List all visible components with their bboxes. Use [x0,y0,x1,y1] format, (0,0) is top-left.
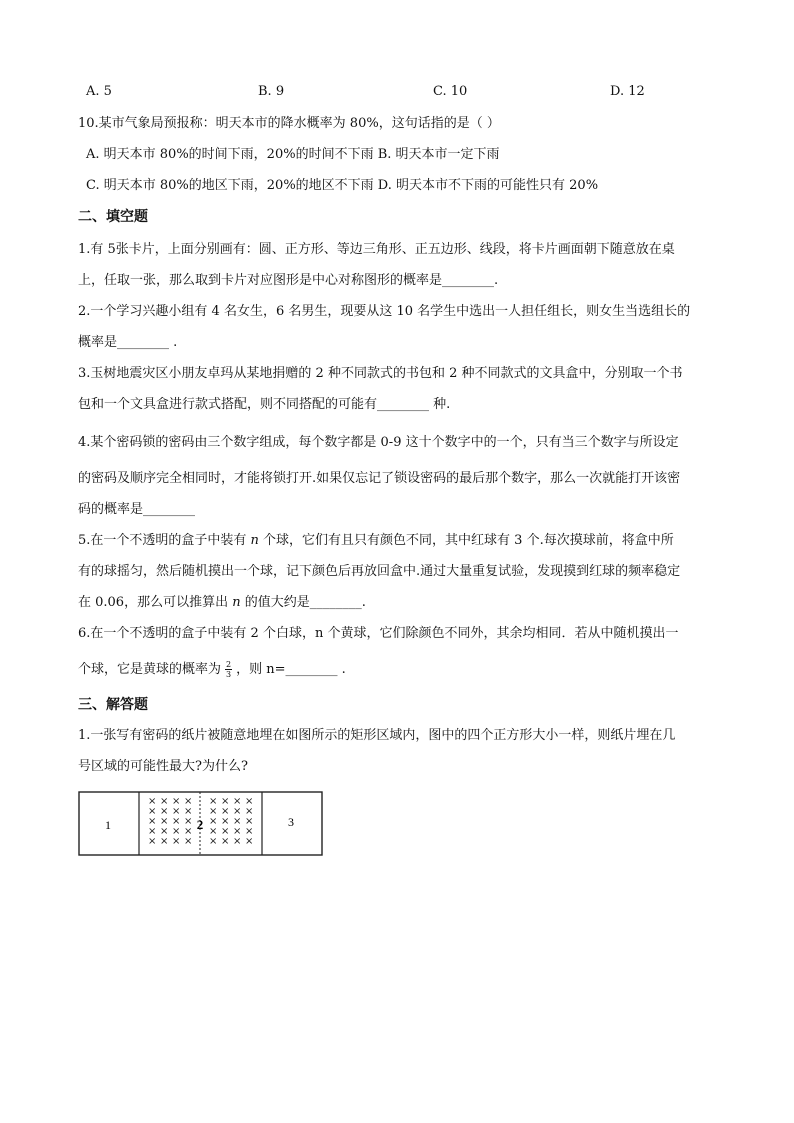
solve-q1-line1: 1.一张写有密码的纸片被随意地埋在如图所示的矩形区域内，图中的四个正方形大小一样，则纸片埋在几 [78,728,676,743]
cross-mark: × [160,836,169,847]
region-label-3: 3 [288,815,294,829]
cross-mark: × [233,836,242,847]
cross-mark: × [184,806,193,817]
fill-q1-line1: 1.有 5张卡片，上面分别画有：圆、正方形、等边三角形、正五边形、线段，将卡片画面朝下随意放在桌 [78,242,675,257]
cross-mark: × [148,836,157,847]
solve-q1-line2: 号区域的可能性最大?为什么? [78,759,248,774]
section-title-solve: 三、解答题 [78,697,148,713]
cross-mark: × [172,816,181,827]
cross-mark: × [233,826,242,837]
cross-mark: × [148,826,157,837]
cross-mark: × [148,806,157,817]
option-b: B. 9 [258,84,285,99]
fill-q2-line1: 2.一个学习兴趣小组有 4 名女生，6 名男生，现要从这 10 名学生中选出一人担任组长，则女生当选组长的 [78,304,691,319]
cross-mark: × [221,796,230,807]
cross-mark: × [148,796,157,807]
rectangle-region-figure [78,791,324,859]
fill-q5-line3: 在 0.06，那么可以推算出 n 的值大约是________. [78,595,366,610]
option-c: C. 10 [433,84,468,99]
cross-mark: × [172,796,181,807]
cross-mark: × [245,796,254,807]
cross-mark: × [209,836,218,847]
section-title-fill-blank: 二、填空题 [78,209,148,225]
fill-q3-line1: 3.玉树地震灾区小朋友卓玛从某地捐赠的 2 种不同款式的书包和 2 种不同款式的文具盒中，分别取一个书 [78,366,683,381]
option-a: A. 5 [86,84,112,99]
cross-mark: × [233,806,242,817]
cross-mark: × [245,826,254,837]
cross-mark: × [160,806,169,817]
cross-mark: × [160,816,169,827]
cross-mark: × [184,816,193,827]
fill-q6-line2: 个球，它是黄球的概率为 $\frac{2}{3}$ ，则 n=________ . [78,660,346,679]
question-10-options-row2: C. 明天本市 80%的地区下雨，20%的地区不下雨 D. 明天本市不下雨的可能性只有 20% [86,178,599,193]
cross-mark: × [172,806,181,817]
cross-mark: × [245,816,254,827]
cross-mark: × [209,826,218,837]
cross-mark: × [184,826,193,837]
fill-q6-line1: 6.在一个不透明的盒子中装有 2 个白球，n 个黄球，它们除颜色不同外，其余均相同．若从中随机摸出一 [78,626,679,641]
cross-mark: × [148,816,157,827]
fill-q5-line1: 5.在一个不透明的盒子中装有 n 个球，它们有且只有颜色不同，其中红球有 3 个.每次摸球前，将盒中所 [78,533,674,548]
region-label-2: 2 [196,817,204,832]
cross-mark: × [245,836,254,847]
cross-mark: × [172,826,181,837]
fill-q4-line1: 4.某个密码锁的密码由三个数字组成，每个数字都是 0-9 这十个数字中的一个，只有当三个数字与所设定 [78,435,679,450]
fill-q2-line2: 概率是________ . [78,335,178,350]
cross-mark: × [221,806,230,817]
question-10-stem: 10.某市气象局预报称：明天本市的降水概率为 80%，这句话指的是（ ） [78,116,500,131]
cross-mark: × [233,816,242,827]
fill-q4-line3: 码的概率是________ [78,502,196,517]
cross-mark: × [209,796,218,807]
region-label-1: 1 [105,818,111,832]
option-d: D. 12 [610,84,645,99]
fill-q3-line2: 包和一个文具盒进行款式搭配，则不同搭配的可能有________ 种. [78,397,451,412]
cross-mark: × [221,816,230,827]
cross-mark: × [209,816,218,827]
cross-mark: × [184,796,193,807]
cross-mark: × [221,836,230,847]
variable-n: n [250,533,259,548]
cross-mark: × [172,836,181,847]
question-10-options-row1: A. 明天本市 80%的时间下雨，20%的时间不下雨 B. 明天本市一定下雨 [86,147,500,162]
variable-n: n [232,595,241,610]
fraction-two-thirds: $\frac{2}{3}$ [226,660,232,679]
cross-mark: × [209,806,218,817]
cross-mark: × [160,826,169,837]
cross-mark: × [233,796,242,807]
cross-mark: × [221,826,230,837]
cross-mark: × [245,806,254,817]
cross-mark: × [160,796,169,807]
fill-q1-line2: 上，任取一张，那么取到卡片对应图形是中心对称图形的概率是________. [78,273,499,288]
fill-q5-line2: 有的球摇匀，然后随机摸出一个球，记下颜色后再放回盒中.通过大量重复试验，发现摸到红球的频率稳定 [78,564,681,579]
cross-mark: × [184,836,193,847]
fill-q4-line2: 的密码及顺序完全相同时，才能将锁打开.如果仅忘记了锁设密码的最后那个数字，那么一次就能打开该密 [78,471,681,486]
